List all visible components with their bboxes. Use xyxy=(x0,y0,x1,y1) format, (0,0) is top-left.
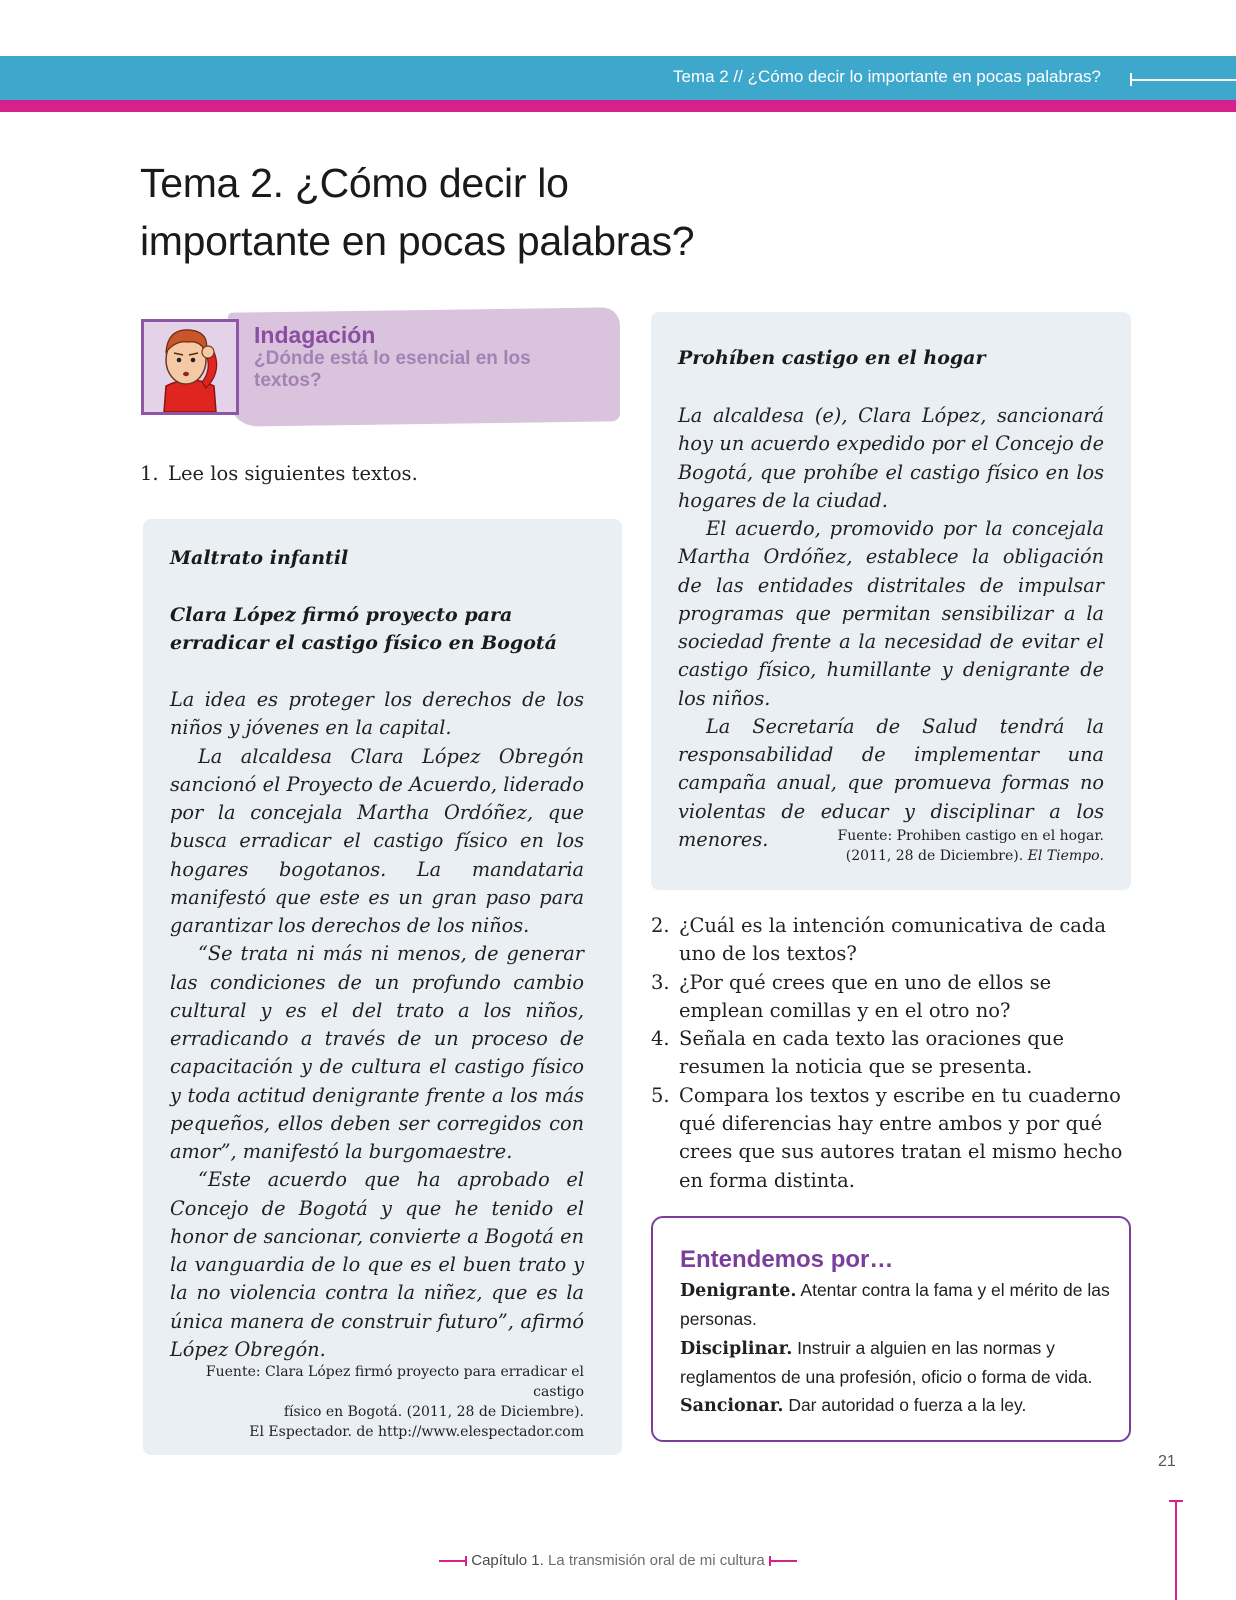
footer-chapter-title: La transmisión oral de mi cultura xyxy=(543,1552,765,1569)
glossary-term: Sancionar. xyxy=(680,1396,784,1417)
footer-rule-left xyxy=(439,1560,467,1562)
question-text: ¿Cuál es la intención comunicativa de cada uno de los textos? xyxy=(679,914,1107,966)
indagacion-subtitle: ¿Dónde está lo esencial en los textos? xyxy=(254,348,531,391)
thinking-boy-illustration xyxy=(141,319,239,415)
glossary-title: Entendemos por… xyxy=(680,1246,894,1273)
question-1 xyxy=(140,460,600,488)
list-item xyxy=(651,912,1131,969)
glossary-definition: Atentar contra la fama y el mérito de las personas. xyxy=(680,1280,1110,1330)
question-text: Lee los siguientes textos. xyxy=(168,462,418,485)
indagacion-title: Indagación xyxy=(254,322,376,348)
glossary-term: Denigrante. xyxy=(680,1281,797,1301)
glossary-box xyxy=(651,1216,1131,1442)
text-b-body xyxy=(678,402,1104,854)
paragraph: “Se trata ni más ni menos, de generar las condiciones de un profundo cambio cultural y es el del trato a los niños, erradicando a través de un proceso de capacitación y de cultura el castigo físico y toda actitud denigrante frente a los más pequeños, ellos deben ser corregidos con amor”, manifestó la burgomaestre. xyxy=(170,942,584,1163)
question-text: Señala en cada texto las oraciones que resumen la noticia que se presenta. xyxy=(679,1027,1064,1079)
page-number: 21 xyxy=(1158,1453,1176,1470)
glossary-entry xyxy=(680,1391,1110,1420)
text-box-maltrato-infantil xyxy=(143,519,622,1455)
text-a-headline xyxy=(170,601,557,657)
footer xyxy=(0,1552,1236,1569)
text-a-body xyxy=(170,686,584,1364)
text-box-prohiben-castigo xyxy=(651,312,1131,890)
source-newspaper: El Tiempo xyxy=(1027,848,1100,864)
running-title: Tema 2 // ¿Cómo decir lo importante en pocas palabras? xyxy=(672,67,1101,86)
glossary-entry xyxy=(680,1334,1110,1392)
question-number: 3. xyxy=(651,970,670,994)
paragraph: El acuerdo, promovido por la concejala Martha Ordóñez, establece la obligación de las entidades distritales de impulsar programas que permitan sensibilizar a la sociedad frente a la necesidad de evitar el castigo físico, humillante y denigrante de los niños. xyxy=(678,517,1104,710)
page-title xyxy=(140,154,700,270)
paragraph: La idea es proteger los derechos de los niños y jóvenes en la capital. xyxy=(170,688,584,740)
list-item xyxy=(140,460,600,488)
glossary-term: Disciplinar. xyxy=(680,1338,793,1359)
paragraph: La Secretaría de Salud tendrá la responsabilidad de implementar una campaña anual, que promueva formas no violentas de educar y disciplinar a los menores. xyxy=(678,714,1104,851)
source-line: El Espectador. de http://www.elespectador.com xyxy=(249,1424,584,1440)
thinking-boy-icon xyxy=(144,322,236,412)
side-rule xyxy=(1175,1500,1177,1600)
question-number: 1. xyxy=(140,462,159,485)
source-line-end: . xyxy=(1099,848,1104,864)
glossary-entries xyxy=(680,1276,1110,1420)
text-b-headline: Prohíben castigo en el hogar xyxy=(678,347,986,369)
text-a-source xyxy=(163,1362,584,1442)
footer-rule-right xyxy=(769,1560,797,1562)
glossary-definition: Instruir a alguien en las normas y reglamentos de una profesión, oficio o forma de vida. xyxy=(680,1337,1093,1387)
list-item xyxy=(651,1082,1131,1195)
source-line: físico en Bogotá. (2011, 28 de Diciembre). xyxy=(283,1404,584,1420)
list-item xyxy=(651,969,1131,1026)
text-a-section: Maltrato infantil xyxy=(170,547,349,569)
glossary-definition: Dar autoridad o fuerza a la ley. xyxy=(783,1395,1027,1416)
questions-list xyxy=(651,912,1131,1195)
question-number: 5. xyxy=(651,1083,670,1107)
question-text: Compara los textos y escribe en tu cuaderno qué diferencias hay entre ambos y por qué crees que sus autores tratan el mismo hecho en forma distinta. xyxy=(679,1083,1123,1192)
list-item xyxy=(651,1025,1131,1082)
source-line: Fuente: Clara López firmó proyecto para erradicar el castigo xyxy=(205,1364,584,1400)
glossary-entry xyxy=(680,1276,1110,1334)
page-title-line-2: importante en pocas palabras? xyxy=(140,218,695,264)
page-title-line-1: Tema 2. ¿Cómo decir lo xyxy=(140,160,569,206)
paragraph: La alcaldesa (e), Clara López, sancionará hoy un acuerdo expedido por el Concejo de Bogotá, que prohíbe el castigo físico en los hogares de la ciudad. xyxy=(678,404,1104,512)
text-a-headline-line-1: Clara López firmó proyecto para xyxy=(170,604,513,626)
text-b-source xyxy=(678,826,1104,866)
paragraph: La alcaldesa Clara López Obregón sancionó el Proyecto de Acuerdo, liderado por la concejala Martha Ordóñez, que busca erradicar el castigo físico en los hogares bogotanos. La mandataria manifestó que este es un gran paso para garantizar los derechos de los niños. xyxy=(170,744,584,937)
header-stripe xyxy=(0,100,1236,112)
paragraph: “Este acuerdo que ha aprobado el Concejo de Bogotá y que he tenido el honor de sancionar, convierte a Bogotá en la vanguardia de lo que es el buen trato y la no violencia contra la niñez, que es la única manera de construir futuro”, afirmó López Obregón. xyxy=(170,1168,584,1361)
source-line: Fuente: Prohiben castigo en el hogar. xyxy=(837,828,1104,844)
question-number: 2. xyxy=(651,914,670,937)
text-a-headline-line-2: erradicar el castigo físico en Bogotá xyxy=(170,632,557,654)
question-number: 4. xyxy=(651,1027,670,1051)
source-line: (2011, 28 de Diciembre). xyxy=(845,848,1028,864)
footer-chapter-label: Capítulo 1. xyxy=(471,1552,544,1569)
header-rule xyxy=(1130,79,1236,81)
question-text: ¿Por qué crees que en uno de ellos se emplean comillas y en el otro no? xyxy=(679,970,1052,1022)
